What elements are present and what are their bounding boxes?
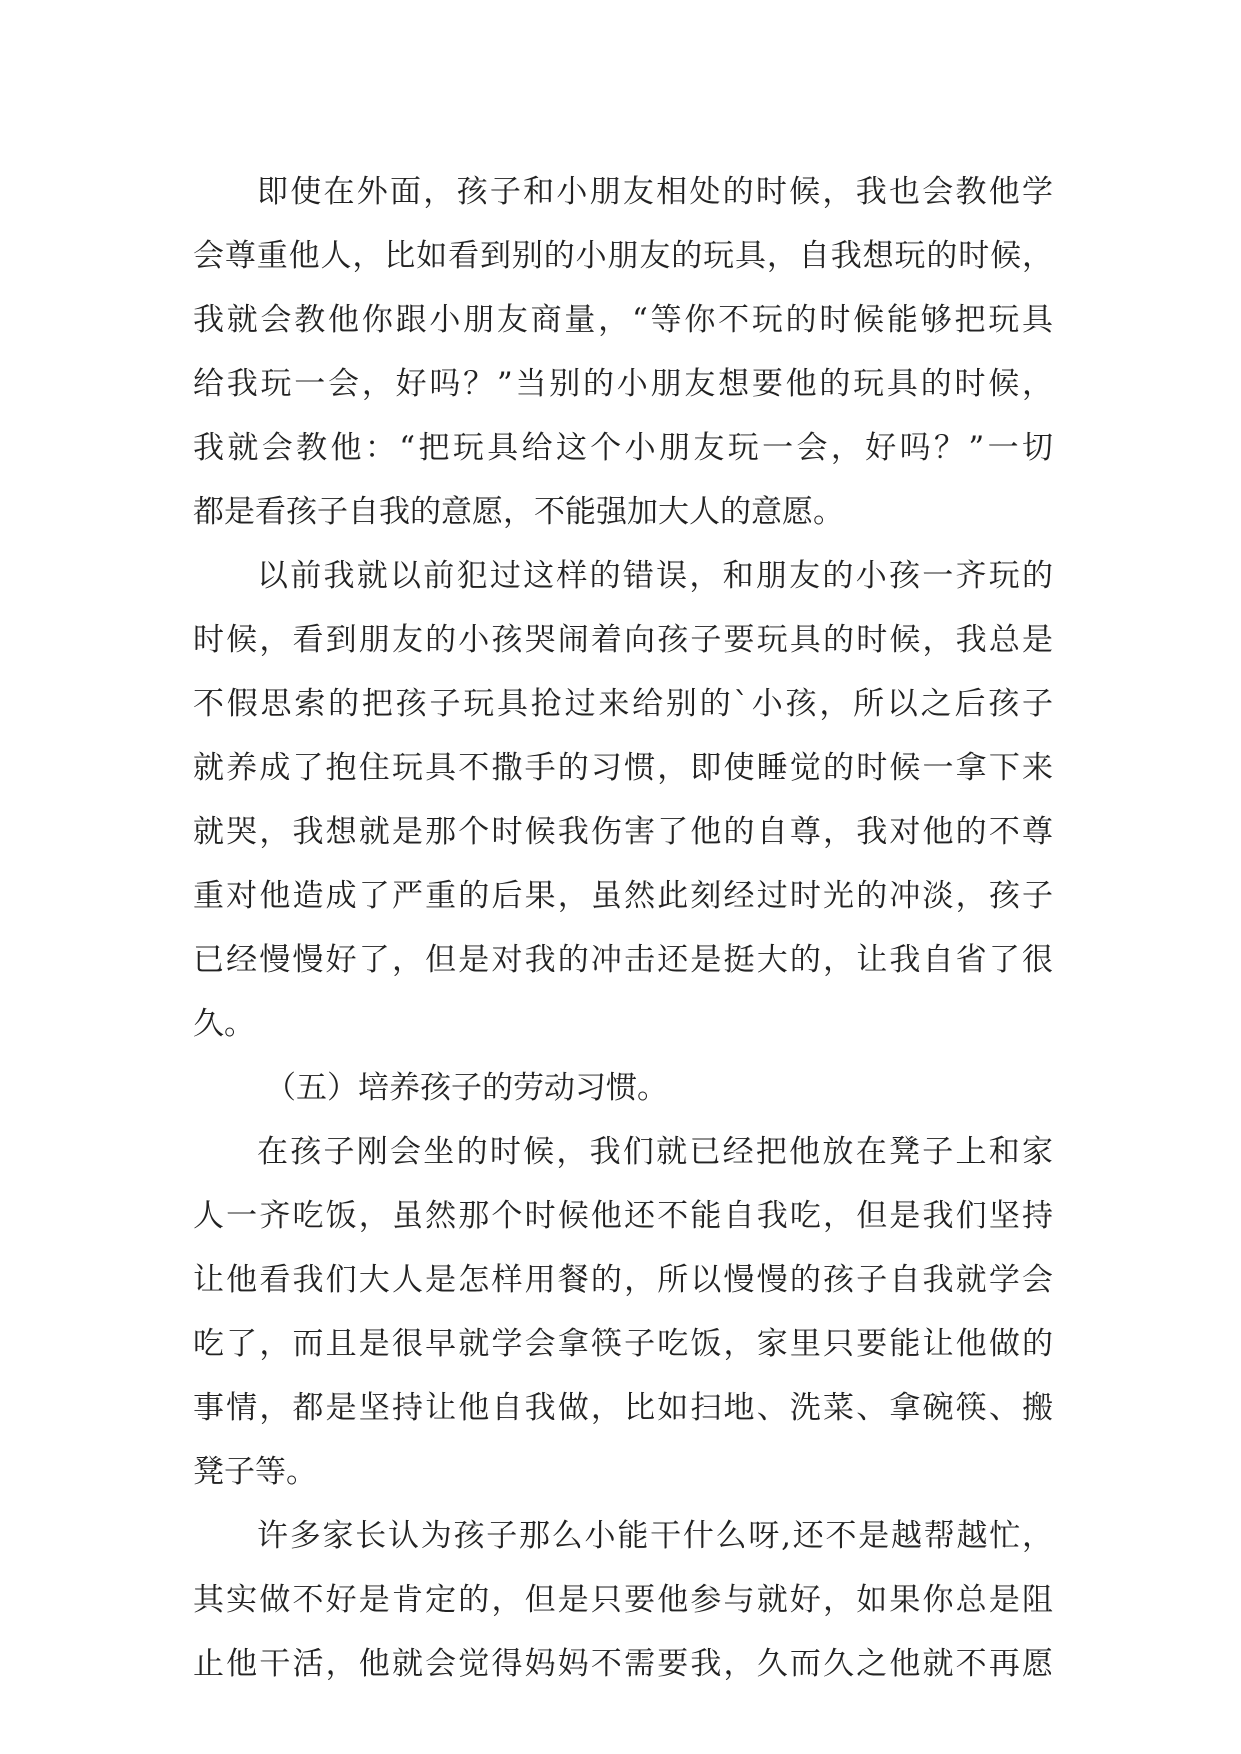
text-line: 其实做不好是肯定的，但是只要他参与就好，如果你总是阻 (193, 1582, 1053, 1618)
section-heading (193, 1056, 1053, 1120)
text-line: 给我玩一会，好吗？”当别的小朋友想要他的玩具的时候， (193, 366, 1053, 402)
text-line: 久。 (193, 1006, 255, 1042)
text-line: 时候，看到朋友的小孩哭闹着向孩子要玩具的时候，我总是 (193, 622, 1053, 658)
paragraph-4 (193, 1504, 1053, 1696)
text-line: 就养成了抱住玩具不撒手的习惯，即使睡觉的时候一拿下来 (193, 750, 1053, 786)
text-line: 我就会教他你跟小朋友商量，“等你不玩的时候能够把玩具 (193, 302, 1053, 338)
text-line: 在孩子刚会坐的时候，我们就已经把他放在凳子上和家 (257, 1134, 1053, 1170)
text-line: 不假思索的把孩子玩具抢过来给别的`小孩，所以之后孩子 (193, 686, 1053, 722)
text-line: 以前我就以前犯过这样的错误，和朋友的小孩一齐玩的 (257, 558, 1053, 594)
text-line: 重对他造成了严重的后果，虽然此刻经过时光的冲淡，孩子 (193, 878, 1053, 914)
document-body (193, 160, 1053, 1696)
paragraph-3 (193, 1120, 1053, 1504)
text-line: 事情，都是坚持让他自我做，比如扫地、洗菜、拿碗筷、搬 (193, 1390, 1053, 1426)
text-line: 许多家长认为孩子那么小能干什么呀,还不是越帮越忙， (257, 1518, 1053, 1554)
text-line: 人一齐吃饭，虽然那个时候他还不能自我吃，但是我们坚持 (193, 1198, 1053, 1234)
text-line: 已经慢慢好了，但是对我的冲击还是挺大的，让我自省了很 (193, 942, 1053, 978)
text-line: 都是看孩子自我的意愿，不能强加大人的意愿。 (193, 494, 844, 530)
text-line: 即使在外面，孩子和小朋友相处的时候，我也会教他学 (257, 174, 1053, 210)
text-line: 会尊重他人，比如看到别的小朋友的玩具，自我想玩的时候， (193, 238, 1053, 274)
section-heading-text: （五）培养孩子的劳动习惯。 (265, 1070, 668, 1106)
paragraph-1 (193, 160, 1053, 544)
text-line: 让他看我们大人是怎样用餐的，所以慢慢的孩子自我就学会 (193, 1262, 1053, 1298)
paragraph-2 (193, 544, 1053, 1056)
text-line: 我就会教他：“把玩具给这个小朋友玩一会，好吗？”一切 (193, 430, 1053, 466)
text-line: 吃了，而且是很早就学会拿筷子吃饭，家里只要能让他做的 (193, 1326, 1053, 1362)
text-line: 凳子等。 (193, 1454, 317, 1490)
text-line: 止他干活，他就会觉得妈妈不需要我，久而久之他就不再愿 (193, 1646, 1053, 1682)
text-line: 就哭，我想就是那个时候我伤害了他的自尊，我对他的不尊 (193, 814, 1053, 850)
